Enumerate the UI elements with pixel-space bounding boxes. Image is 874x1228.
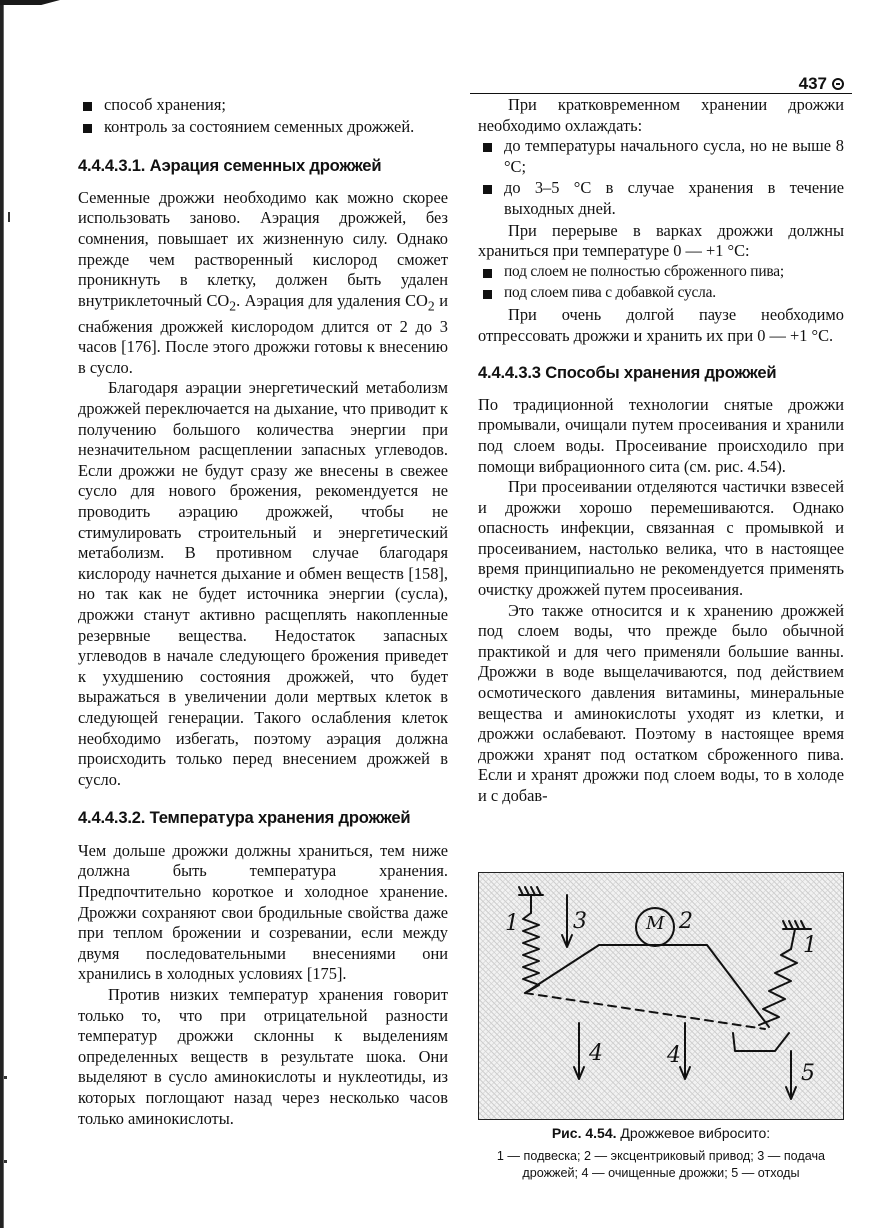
paragraph: По традиционной технологии снятые дрожжи промывали, очищали путем просеивания и хранили под слоем воды. Просеивание происходило при помощи вибрационного сита (см. рис. 4.54).	[478, 394, 844, 476]
list-item	[478, 262, 844, 283]
waste-arrow	[786, 1051, 796, 1099]
scan-corner	[0, 0, 60, 16]
paragraph: При очень долгой паузе необходимо отпрессовать дрожжи и хранить их при 0 — +1 °С.	[478, 304, 844, 345]
scan-edge	[0, 0, 6, 1228]
cleaned-yeast-arrow	[680, 1023, 690, 1079]
subscript: 2	[427, 298, 435, 314]
square-bullet-icon	[483, 143, 492, 152]
caption-title: Рис. 4.54.	[551, 1125, 617, 1141]
caption-title-line	[478, 1124, 844, 1142]
label-5: 5	[801, 1061, 815, 1086]
list-item-text: контроль за состоянием семенных дрожжей.	[104, 116, 415, 136]
label-3: 3	[573, 909, 587, 934]
sieve-frame	[525, 945, 769, 1027]
paragraph: При перерыве в варках дрожжи должны храниться при температуре 0 — +1 °С:	[478, 220, 844, 261]
right-spring	[759, 949, 797, 1025]
sieve-screen	[525, 993, 765, 1029]
square-bullet-icon	[83, 102, 92, 111]
bullet-list	[478, 262, 844, 304]
square-bullet-icon	[483, 269, 492, 278]
list-item-text: под слоем пива с добавкой сусла.	[504, 284, 716, 302]
feed-arrow	[562, 895, 572, 947]
list-item	[478, 178, 844, 219]
label-1-right: 1	[803, 933, 817, 958]
paragraph	[78, 188, 448, 379]
caption-legend: 1 — подвеска; 2 — эксцентриковый привод; 3 — подача дрожжей; 4 — очищенные дрожжи; 5 — отходы	[496, 1149, 826, 1180]
square-bullet-icon	[483, 290, 492, 299]
vibrosieve-figure	[478, 872, 844, 1120]
scan-speck	[4, 1076, 7, 1079]
bullet-list	[78, 95, 448, 137]
left-ceiling-mount	[519, 887, 543, 895]
section-heading: 4.4.4.3.2. Температура хранения дрожжей	[78, 808, 411, 828]
square-bullet-icon	[83, 124, 92, 133]
paragraph: Чем дольше дрожжи должны храниться, тем ниже должна быть температура хранения. Предпочтительно короткое и холодное хранение. Дрожжи сохраняют свои бродильные свойства даже при теплом брожении и созревании, если между двумя последовательными внесениями они хранились в холодных условиях [175].	[78, 840, 448, 984]
left-column	[78, 95, 448, 1129]
label-1-left: 1	[505, 911, 519, 936]
list-item	[478, 136, 844, 177]
paragraph: При просеивании отделяются частички взвесей и дрожжи хорошо перемешиваются. Однако опасность инфекции, связанная с промывкой и просеиванием, настолько велика, что в настоящее время принципиально не рекомендуется применять очистку дрожжей путем просеивания.	[478, 477, 844, 600]
paragraph-text: . Аэрация для удаления CO	[236, 290, 428, 310]
section-heading: 4.4.4.3.1. Аэрация семенных дрожжей	[78, 156, 382, 176]
list-item-text: до 3–5 °С в случае хранения в течение выходных дней.	[504, 178, 844, 218]
header-rule	[470, 93, 852, 94]
cleaned-yeast-arrow	[574, 1023, 584, 1079]
paragraph: Это также относится и к хранению дрожжей под слоем воды, что прежде было обычной практикой и для чего применяли большие ванны. Дрожжи в воде выщелачиваются, под действием осмотического давления витамины, минеральные вещества и аминокислоты уходят из клетки, и дрожжи ослабевают. Поэтому в настоящее время дрожжи хранят под остатком сброженного пива. Если и хранят дрожжи под слоем воды, то в холоде и с добав-	[478, 600, 844, 805]
scan-speck	[4, 1160, 7, 1163]
list-item-text: под слоем не полностью сброженного пива;	[504, 262, 784, 280]
list-item	[78, 117, 448, 138]
paragraph: Против низких температур хранения говорит только то, что при отрицательной разности температур дрожжи склонны к выделениям определенных веществ в результате шока. Они выделяют в сусло аминокислоты и нуклеотиды, из которых поглощают назад через несколько часов только аминокислоты.	[78, 985, 448, 1128]
list-item-text: способ хранения;	[104, 95, 226, 114]
label-4-right: 4	[667, 1043, 681, 1068]
page-number-text: 437	[798, 74, 827, 93]
caption-name: Дрожжевое вибросито:	[616, 1125, 771, 1141]
section-heading: 4.4.4.3.3 Способы хранения дрожжей	[478, 363, 777, 383]
section-marker-icon	[832, 78, 844, 90]
label-4-left: 4	[589, 1041, 603, 1066]
subscript: 2	[229, 298, 237, 314]
list-item	[78, 95, 448, 116]
vibrosieve-drawing	[479, 873, 845, 1121]
paragraph-text: и снабжения дрожжей кислородом длится от 2 до 3 часов [176]. После этого дрожжи готовы к внесению в сусло.	[78, 290, 448, 377]
waste-trough	[733, 1033, 789, 1051]
square-bullet-icon	[483, 185, 492, 194]
label-motor: M	[646, 913, 665, 934]
paragraph: Благодаря аэрации энергетический метаболизм дрожжей переключается на дыхание, что приводит к получению большого количества энергии при незначительном расщеплении запасных углеводов. Если дрожжи не будут сразу же внесены в свежее сусло для нового брожения, рекомендуется не проводить аэрацию дрожжей, чтобы не стимулировать строительный и энергетический метаболизм. В противном случае благодаря кислороду начнется дыхание и обмен веществ [158], но так как не будет источника энергии (сусла), дрожжи станут активно расщеплять накопленные резервные вещества. Недостаток запасных углеводов в начале следующего брожения приведет к ухудшению состояния дрожжей, что будет выражаться в увеличении доли мертвых клеток в следующей генерации. Такого ослабления клеток необходимо избегать, поэтому аэрация должна происходить только перед внесением дрожжей в сусло.	[78, 378, 448, 789]
right-column	[478, 95, 844, 807]
right-ceiling-mount	[783, 921, 811, 929]
list-item-text: до температуры начального сусла, но не выше 8 °С;	[504, 136, 844, 176]
figure-caption	[478, 1124, 844, 1182]
left-spring	[523, 913, 539, 991]
paragraph: При кратковременном хранении дрожжи необходимо охлаждать:	[478, 95, 844, 135]
list-item	[478, 283, 844, 304]
bullet-list	[478, 136, 844, 219]
paragraph-text: Семенные дрожжи необходимо как можно скорее использовать заново. Аэрация дрожжей, без сомнения, повышает их жизненную силу. Однако прежде чем растворенный кислород сможет проникнуть в клетку, должен быть удален внутриклеточный CO	[78, 187, 448, 310]
right-hanger-rod	[791, 929, 795, 949]
label-2: 2	[679, 909, 693, 934]
scan-speck	[8, 212, 10, 222]
page-number	[799, 74, 844, 94]
